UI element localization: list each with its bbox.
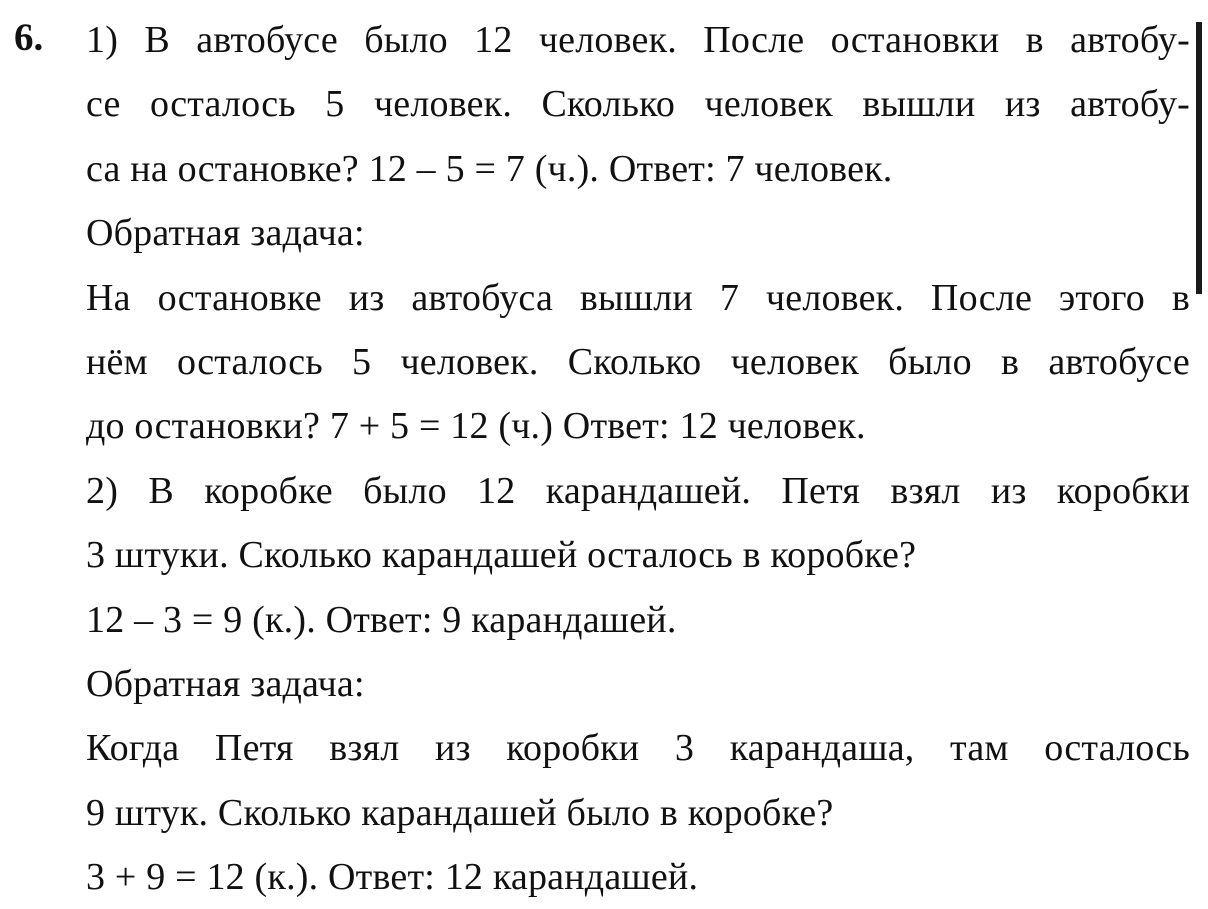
text-line: 1) В автобусе было 12 человек. После остановки в автобу-: [86, 19, 1190, 61]
text-line: 3 + 9 = 12 (к.). Ответ: 12 карандашей.: [86, 856, 699, 899]
text-line: На остановке из автобуса вышли 7 человек. После этого в: [86, 276, 1190, 319]
text-line: са на остановке? 12 – 5 = 7 (ч.). Ответ: 7 человек.: [86, 147, 893, 190]
margin-bar: [1196, 22, 1202, 294]
text-line: до остановки? 7 + 5 = 12 (ч.) Ответ: 12 человек.: [86, 405, 866, 448]
text-line: Обратная задача:: [86, 662, 365, 705]
text-line: нём осталось 5 человек. Сколько человек было в автобусе: [86, 340, 1190, 383]
text-line: 3 штуки. Сколько карандашей осталось в коробке?: [86, 534, 917, 577]
text-line: 9 штук. Сколько карандашей было в коробке?: [86, 791, 834, 834]
text-line: 12 – 3 = 9 (к.). Ответ: 9 карандашей.: [86, 598, 677, 641]
text-line: Когда Петя взял из коробки 3 карандаша, там осталось: [86, 727, 1190, 770]
text-line: се осталось 5 человек. Сколько человек вышли из автобу-: [86, 83, 1190, 126]
problem-number: 6.: [14, 16, 44, 59]
text-line: 2) В коробке было 12 карандашей. Петя взял из коробки: [86, 469, 1190, 512]
text-line: Обратная задача:: [86, 212, 365, 255]
problem-text: [86, 8, 1190, 909]
